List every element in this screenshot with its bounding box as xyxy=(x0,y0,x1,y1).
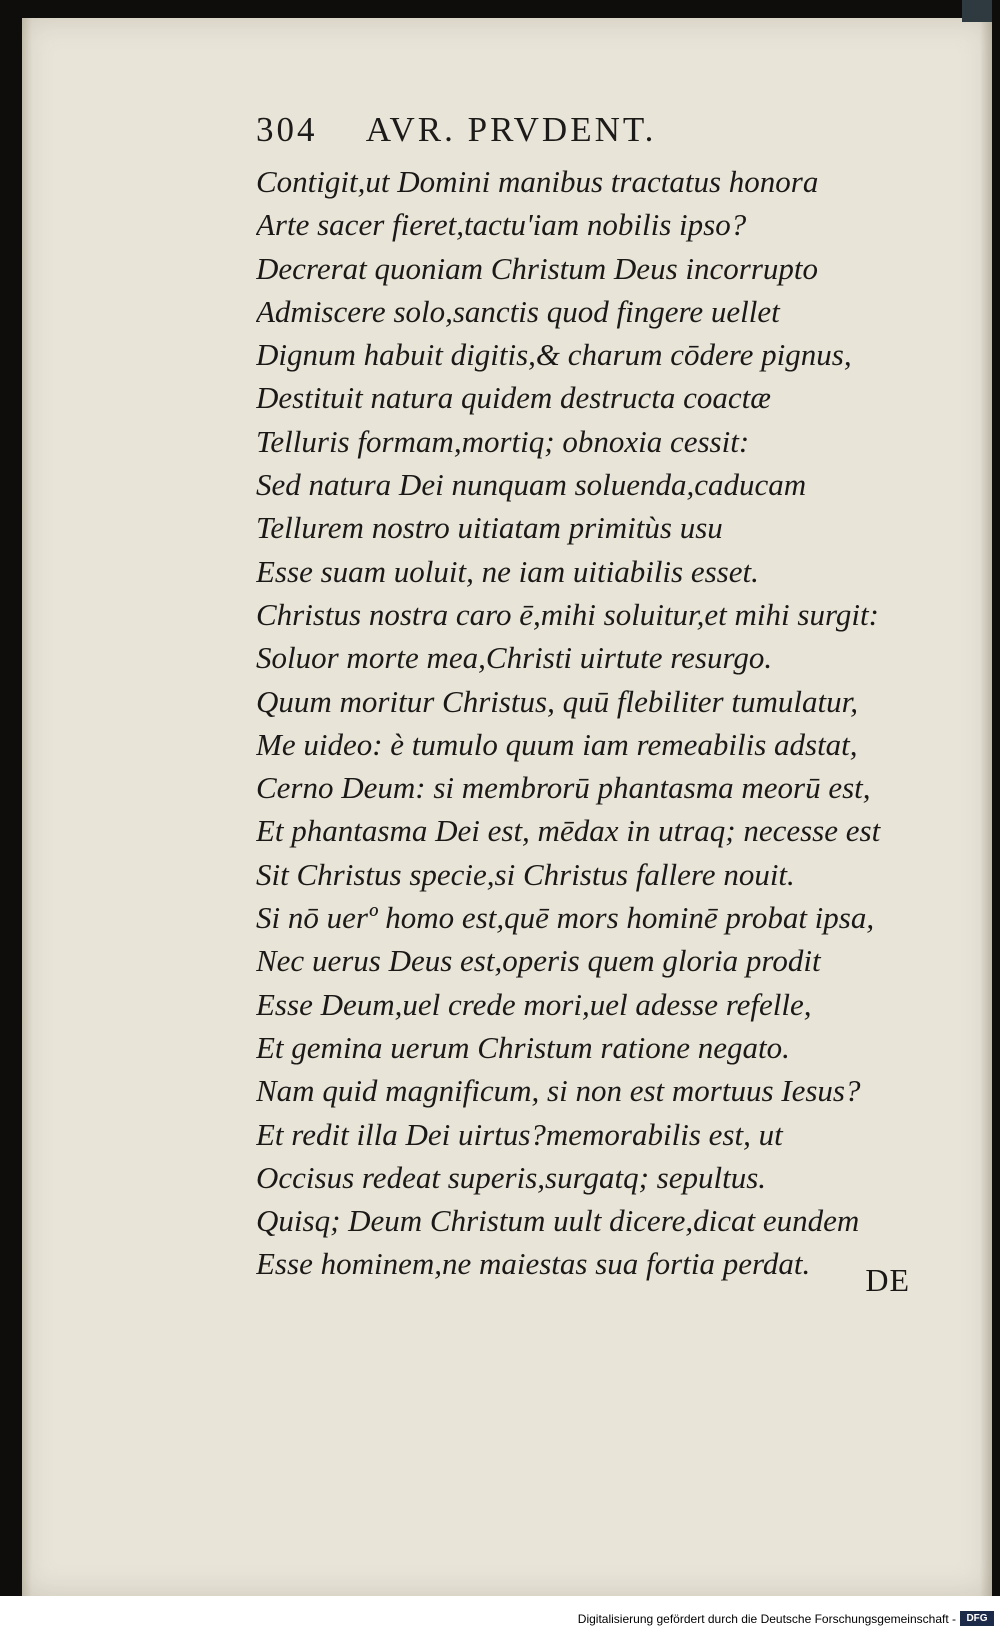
verse-line: Destituit natura quidem destructa coactæ xyxy=(256,380,771,416)
verse-line: Et gemina uerum Christum ratione negato. xyxy=(256,1029,790,1065)
binding-corner xyxy=(962,0,992,22)
page-number: 304 xyxy=(256,110,318,149)
funding-credit: Digitalisierung gefördert durch die Deutsche Forschungsgemeinschaft - xyxy=(577,1612,956,1626)
dfg-logo: DFG xyxy=(960,1611,994,1626)
running-head xyxy=(256,110,816,158)
page-shadow-right xyxy=(980,18,992,1596)
verse-line: Quisq; Deum Christum uult dicere,dicat eundem xyxy=(256,1203,860,1239)
verse-line: Contigit,ut Domini manibus tractatus honora xyxy=(256,164,819,199)
verse-line: Quum moritur Christus, quū flebiliter tumulatur, xyxy=(256,683,858,719)
verse-line: Me uideo: è tumulo quum iam remeabilis adstat, xyxy=(256,726,858,762)
verse-line: Et phantasma Dei est, mēdax in utraq; necesse est xyxy=(256,813,881,849)
running-title: AVR. PRVDENT. xyxy=(365,110,657,149)
catchword: DE xyxy=(865,1262,910,1298)
verse-line: Nam quid magnificum, si non est mortuus Iesus? xyxy=(256,1073,861,1109)
verse-line: Sit Christus specie,si Christus fallere nouit. xyxy=(256,856,795,892)
verse-line: Arte sacer fieret,tactu'iam nobilis ipso? xyxy=(256,207,747,243)
verse-line: Esse suam uoluit, ne iam uitiabilis esset. xyxy=(256,553,759,589)
footer-bar xyxy=(0,1596,1000,1635)
verse-line: Si nō uerº homo est,quē mors hominē probat ipsa, xyxy=(256,900,875,936)
verse-line: Dignum habuit digitis,& charum cōdere pignus, xyxy=(256,337,852,373)
verse-line: Cerno Deum: si membrorū phantasma meorū est, xyxy=(256,770,871,806)
verse-line: Soluor morte mea,Christi uirtute resurgo. xyxy=(256,640,773,676)
verse-line: Christus nostra caro ē,mihi soluitur,et mihi surgit: xyxy=(256,596,879,632)
verse-text xyxy=(256,160,946,1286)
verse-line: Decrerat quoniam Christum Deus incorrupto xyxy=(256,250,818,286)
verse-line: Esse hominem,ne maiestas sua fortia perdat. xyxy=(256,1246,811,1282)
verse-line: Esse Deum,uel crede mori,uel adesse refelle, xyxy=(256,986,812,1022)
verse-line: Admiscere solo,sanctis quod fingere uellet xyxy=(256,293,780,329)
page-shadow-left xyxy=(22,18,32,1596)
verse-line: Telluris formam,mortiq; obnoxia cessit: xyxy=(256,423,750,459)
verse-line: Tellurem nostro uitiatam primitùs usu xyxy=(256,510,723,546)
verse-line: Et redit illa Dei uirtus?memorabilis est, ut xyxy=(256,1116,783,1152)
verse-line: Sed natura Dei nunquam soluenda,caducam xyxy=(256,467,807,503)
verse-line: Nec uerus Deus est,operis quem gloria prodit xyxy=(256,943,821,979)
verse-line: Occisus redeat superis,surgatq; sepultus. xyxy=(256,1159,767,1195)
